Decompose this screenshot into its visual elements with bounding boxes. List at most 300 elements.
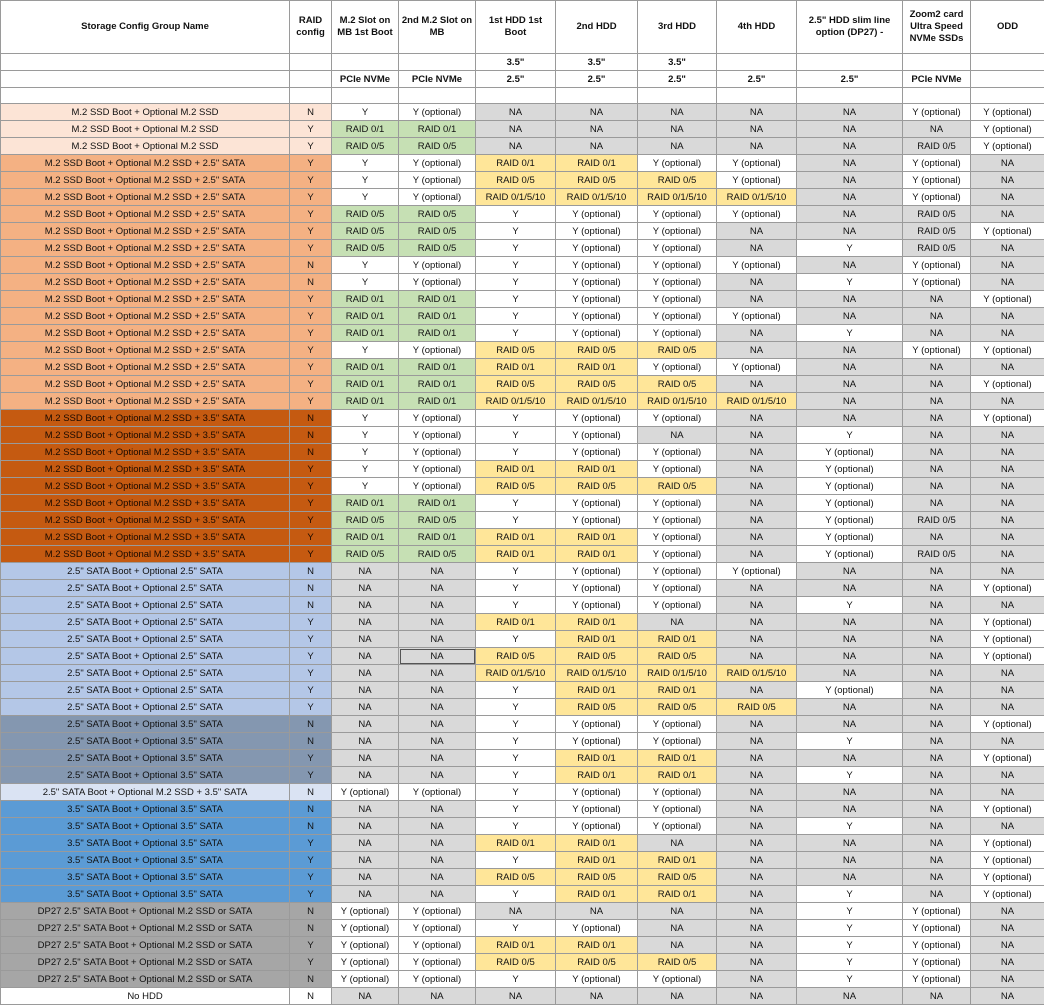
cell-hdd-1[interactable]: Y — [476, 274, 556, 291]
cell-hdd-4[interactable]: NA — [717, 784, 797, 801]
cell-raid-config[interactable]: Y — [290, 495, 332, 512]
cell-hdd-4[interactable]: NA — [717, 274, 797, 291]
cell-hdd-2[interactable]: Y (optional) — [556, 257, 638, 274]
cell-m2-slot-1[interactable]: RAID 0/1 — [332, 529, 399, 546]
subheader-cell-odd[interactable] — [971, 71, 1044, 88]
cell-zoom2[interactable]: Y (optional) — [903, 920, 971, 937]
cell-group-name[interactable]: M.2 SSD Boot + Optional M.2 SSD + 3.5" SATA — [1, 444, 290, 461]
cell-hdd-2[interactable]: RAID 0/5 — [556, 954, 638, 971]
cell-zoom2[interactable]: NA — [903, 648, 971, 665]
cell-slim-line[interactable]: Y — [797, 274, 903, 291]
cell-group-name[interactable]: 2.5" SATA Boot + Optional 2.5" SATA — [1, 614, 290, 631]
subheader-cell-hdd-3[interactable]: 3.5" — [638, 54, 717, 71]
cell-group-name[interactable]: 2.5" SATA Boot + Optional 2.5" SATA — [1, 665, 290, 682]
cell-hdd-2[interactable]: RAID 0/1 — [556, 682, 638, 699]
cell-odd[interactable]: NA — [971, 682, 1044, 699]
cell-hdd-4[interactable]: NA — [717, 886, 797, 903]
cell-m2-slot-1[interactable]: Y — [332, 104, 399, 121]
cell-hdd-4[interactable]: NA — [717, 767, 797, 784]
cell-odd[interactable]: Y (optional) — [971, 852, 1044, 869]
cell-hdd-4[interactable]: NA — [717, 444, 797, 461]
cell-m2-slot-2[interactable]: NA — [399, 767, 476, 784]
cell-m2-slot-2[interactable]: Y (optional) — [399, 937, 476, 954]
cell-m2-slot-1[interactable]: Y — [332, 410, 399, 427]
cell-hdd-2[interactable]: Y (optional) — [556, 325, 638, 342]
cell-slim-line[interactable]: NA — [797, 257, 903, 274]
cell-hdd-2[interactable]: NA — [556, 121, 638, 138]
cell-hdd-4[interactable]: NA — [717, 325, 797, 342]
cell-m2-slot-1[interactable]: NA — [332, 869, 399, 886]
cell-m2-slot-2[interactable]: Y (optional) — [399, 274, 476, 291]
cell-raid-config[interactable]: Y — [290, 546, 332, 563]
cell-slim-line[interactable]: Y — [797, 971, 903, 988]
subheader-cell-odd[interactable] — [971, 54, 1044, 71]
cell-hdd-4[interactable]: NA — [717, 291, 797, 308]
cell-hdd-4[interactable]: RAID 0/1/5/10 — [717, 393, 797, 410]
cell-raid-config[interactable]: N — [290, 597, 332, 614]
cell-hdd-1[interactable]: NA — [476, 104, 556, 121]
cell-hdd-4[interactable]: NA — [717, 104, 797, 121]
cell-slim-line[interactable]: NA — [797, 393, 903, 410]
cell-slim-line[interactable]: NA — [797, 410, 903, 427]
cell-group-name[interactable]: 2.5" SATA Boot + Optional 3.5" SATA — [1, 750, 290, 767]
cell-hdd-4[interactable]: NA — [717, 920, 797, 937]
cell-hdd-1[interactable]: Y — [476, 223, 556, 240]
cell-hdd-3[interactable]: Y (optional) — [638, 784, 717, 801]
cell-hdd-3[interactable]: Y (optional) — [638, 223, 717, 240]
cell-hdd-1[interactable]: RAID 0/5 — [476, 869, 556, 886]
cell-m2-slot-2[interactable]: RAID 0/5 — [399, 512, 476, 529]
cell-m2-slot-2[interactable]: NA — [399, 818, 476, 835]
cell-raid-config[interactable]: N — [290, 274, 332, 291]
cell-m2-slot-2[interactable]: NA — [399, 631, 476, 648]
subheader-cell-zoom2[interactable]: PCIe NVMe — [903, 71, 971, 88]
cell-hdd-3[interactable]: RAID 0/1/5/10 — [638, 665, 717, 682]
cell-group-name[interactable]: M.2 SSD Boot + Optional M.2 SSD + 2.5" SATA — [1, 274, 290, 291]
cell-hdd-4[interactable]: NA — [717, 852, 797, 869]
subheader-cell-hdd-1[interactable]: 3.5" — [476, 54, 556, 71]
cell-hdd-1[interactable]: Y — [476, 767, 556, 784]
cell-hdd-1[interactable]: RAID 0/1/5/10 — [476, 393, 556, 410]
cell-zoom2[interactable]: NA — [903, 563, 971, 580]
cell-m2-slot-2[interactable]: NA — [399, 835, 476, 852]
cell-zoom2[interactable]: NA — [903, 631, 971, 648]
cell-m2-slot-1[interactable]: RAID 0/1 — [332, 359, 399, 376]
cell-group-name[interactable]: No HDD — [1, 988, 290, 1005]
cell-hdd-1[interactable]: Y — [476, 801, 556, 818]
cell-zoom2[interactable]: Y (optional) — [903, 155, 971, 172]
cell-raid-config[interactable]: N — [290, 410, 332, 427]
cell-slim-line[interactable]: NA — [797, 359, 903, 376]
cell-hdd-4[interactable]: NA — [717, 631, 797, 648]
cell-m2-slot-1[interactable]: Y — [332, 155, 399, 172]
col-header-raid-config[interactable]: RAID config — [290, 1, 332, 54]
cell-slim-line[interactable]: Y (optional) — [797, 495, 903, 512]
cell-group-name[interactable]: M.2 SSD Boot + Optional M.2 SSD + 2.5" SATA — [1, 257, 290, 274]
cell-group-name[interactable]: M.2 SSD Boot + Optional M.2 SSD — [1, 138, 290, 155]
cell-hdd-3[interactable]: NA — [638, 988, 717, 1005]
cell-group-name[interactable]: 3.5" SATA Boot + Optional 3.5" SATA — [1, 801, 290, 818]
cell-m2-slot-1[interactable]: Y — [332, 478, 399, 495]
cell-m2-slot-2[interactable]: Y (optional) — [399, 189, 476, 206]
cell-hdd-1[interactable]: RAID 0/5 — [476, 172, 556, 189]
cell-hdd-3[interactable]: Y (optional) — [638, 563, 717, 580]
cell-odd[interactable]: NA — [971, 988, 1044, 1005]
cell-zoom2[interactable]: NA — [903, 818, 971, 835]
cell-group-name[interactable]: M.2 SSD Boot + Optional M.2 SSD + 3.5" SATA — [1, 461, 290, 478]
cell-raid-config[interactable]: Y — [290, 529, 332, 546]
cell-group-name[interactable]: M.2 SSD Boot + Optional M.2 SSD + 3.5" SATA — [1, 427, 290, 444]
subheader-cell-raid-config[interactable] — [290, 54, 332, 71]
cell-slim-line[interactable]: Y — [797, 733, 903, 750]
cell-zoom2[interactable]: NA — [903, 444, 971, 461]
cell-odd[interactable]: Y (optional) — [971, 886, 1044, 903]
cell-hdd-3[interactable]: RAID 0/5 — [638, 478, 717, 495]
cell-slim-line[interactable]: Y (optional) — [797, 529, 903, 546]
cell-group-name[interactable]: M.2 SSD Boot + Optional M.2 SSD — [1, 104, 290, 121]
cell-hdd-2[interactable]: Y (optional) — [556, 733, 638, 750]
cell-hdd-2[interactable]: RAID 0/5 — [556, 376, 638, 393]
cell-odd[interactable]: NA — [971, 563, 1044, 580]
cell-m2-slot-1[interactable]: NA — [332, 631, 399, 648]
cell-hdd-3[interactable]: RAID 0/5 — [638, 648, 717, 665]
cell-raid-config[interactable]: Y — [290, 308, 332, 325]
cell-hdd-4[interactable]: NA — [717, 478, 797, 495]
cell-hdd-1[interactable]: Y — [476, 716, 556, 733]
cell-odd[interactable]: Y (optional) — [971, 869, 1044, 886]
cell-hdd-1[interactable]: RAID 0/1 — [476, 835, 556, 852]
cell-raid-config[interactable]: Y — [290, 342, 332, 359]
cell-slim-line[interactable]: NA — [797, 869, 903, 886]
cell-m2-slot-1[interactable]: RAID 0/1 — [332, 495, 399, 512]
cell-m2-slot-2[interactable]: RAID 0/1 — [399, 325, 476, 342]
cell-slim-line[interactable]: Y — [797, 903, 903, 920]
cell-hdd-2[interactable]: RAID 0/1 — [556, 155, 638, 172]
cell-m2-slot-1[interactable]: Y — [332, 257, 399, 274]
cell-odd[interactable]: NA — [971, 529, 1044, 546]
cell-slim-line[interactable]: NA — [797, 342, 903, 359]
cell-m2-slot-2[interactable]: NA — [399, 869, 476, 886]
col-header-group-name[interactable]: Storage Config Group Name — [1, 1, 290, 54]
cell-hdd-2[interactable]: RAID 0/1 — [556, 835, 638, 852]
cell-hdd-3[interactable]: RAID 0/1/5/10 — [638, 393, 717, 410]
cell-m2-slot-1[interactable]: NA — [332, 614, 399, 631]
cell-hdd-3[interactable]: Y (optional) — [638, 206, 717, 223]
cell-hdd-2[interactable]: RAID 0/1 — [556, 529, 638, 546]
cell-raid-config[interactable]: Y — [290, 631, 332, 648]
cell-hdd-3[interactable]: NA — [638, 121, 717, 138]
cell-m2-slot-2[interactable]: NA — [399, 886, 476, 903]
cell-hdd-1[interactable]: RAID 0/1 — [476, 461, 556, 478]
cell-hdd-4[interactable]: NA — [717, 954, 797, 971]
cell-hdd-2[interactable]: Y (optional) — [556, 818, 638, 835]
cell-hdd-4[interactable]: NA — [717, 410, 797, 427]
cell-m2-slot-1[interactable]: NA — [332, 597, 399, 614]
cell-hdd-1[interactable]: Y — [476, 495, 556, 512]
subheader-cell-hdd-4[interactable] — [717, 54, 797, 71]
cell-raid-config[interactable]: N — [290, 563, 332, 580]
cell-hdd-1[interactable]: Y — [476, 699, 556, 716]
cell-raid-config[interactable]: Y — [290, 937, 332, 954]
cell-m2-slot-1[interactable]: Y — [332, 461, 399, 478]
cell-hdd-3[interactable]: RAID 0/1 — [638, 886, 717, 903]
cell-hdd-1[interactable]: Y — [476, 563, 556, 580]
cell-hdd-3[interactable]: Y (optional) — [638, 716, 717, 733]
cell-m2-slot-2[interactable]: RAID 0/1 — [399, 393, 476, 410]
cell-zoom2[interactable]: Y (optional) — [903, 954, 971, 971]
cell-m2-slot-2[interactable]: Y (optional) — [399, 444, 476, 461]
cell-m2-slot-1[interactable]: Y — [332, 189, 399, 206]
cell-hdd-2[interactable]: RAID 0/1 — [556, 461, 638, 478]
cell-hdd-3[interactable]: Y (optional) — [638, 597, 717, 614]
cell-slim-line[interactable]: NA — [797, 189, 903, 206]
cell-hdd-1[interactable]: Y — [476, 257, 556, 274]
cell-raid-config[interactable]: Y — [290, 172, 332, 189]
cell-hdd-4[interactable]: Y (optional) — [717, 155, 797, 172]
cell-group-name[interactable]: M.2 SSD Boot + Optional M.2 SSD + 2.5" SATA — [1, 393, 290, 410]
cell-hdd-3[interactable]: Y (optional) — [638, 512, 717, 529]
cell-hdd-2[interactable]: RAID 0/1 — [556, 359, 638, 376]
cell-m2-slot-1[interactable]: NA — [332, 682, 399, 699]
cell-m2-slot-2[interactable]: Y (optional) — [399, 427, 476, 444]
cell-m2-slot-1[interactable]: Y (optional) — [332, 920, 399, 937]
col-header-m2-slot-2[interactable]: 2nd M.2 Slot on MB — [399, 1, 476, 54]
cell-slim-line[interactable]: Y (optional) — [797, 444, 903, 461]
cell-raid-config[interactable]: N — [290, 104, 332, 121]
cell-group-name[interactable]: DP27 2.5" SATA Boot + Optional M.2 SSD or SATA — [1, 954, 290, 971]
cell-m2-slot-1[interactable]: NA — [332, 580, 399, 597]
cell-m2-slot-1[interactable]: RAID 0/5 — [332, 138, 399, 155]
cell-raid-config[interactable]: Y — [290, 376, 332, 393]
cell-group-name[interactable]: M.2 SSD Boot + Optional M.2 SSD + 2.5" SATA — [1, 291, 290, 308]
cell-hdd-1[interactable]: Y — [476, 240, 556, 257]
cell-m2-slot-2[interactable]: RAID 0/1 — [399, 359, 476, 376]
cell-m2-slot-2[interactable]: RAID 0/5 — [399, 240, 476, 257]
cell-zoom2[interactable]: RAID 0/5 — [903, 223, 971, 240]
cell-hdd-3[interactable]: RAID 0/5 — [638, 376, 717, 393]
cell-raid-config[interactable]: N — [290, 716, 332, 733]
subheader-cell-m2-slot-1[interactable]: PCIe NVMe — [332, 71, 399, 88]
cell-odd[interactable]: NA — [971, 699, 1044, 716]
cell-m2-slot-1[interactable]: RAID 0/5 — [332, 223, 399, 240]
cell-zoom2[interactable]: NA — [903, 597, 971, 614]
cell-hdd-2[interactable]: RAID 0/5 — [556, 478, 638, 495]
cell-slim-line[interactable]: Y — [797, 937, 903, 954]
cell-m2-slot-1[interactable]: RAID 0/5 — [332, 546, 399, 563]
cell-odd[interactable]: Y (optional) — [971, 835, 1044, 852]
cell-group-name[interactable]: M.2 SSD Boot + Optional M.2 SSD + 2.5" SATA — [1, 325, 290, 342]
cell-odd[interactable]: Y (optional) — [971, 291, 1044, 308]
cell-odd[interactable]: Y (optional) — [971, 750, 1044, 767]
empty-cell[interactable] — [290, 88, 332, 104]
cell-raid-config[interactable]: N — [290, 257, 332, 274]
cell-hdd-3[interactable]: Y (optional) — [638, 410, 717, 427]
cell-zoom2[interactable]: NA — [903, 393, 971, 410]
cell-slim-line[interactable]: NA — [797, 138, 903, 155]
cell-odd[interactable]: NA — [971, 359, 1044, 376]
cell-m2-slot-2[interactable]: Y (optional) — [399, 104, 476, 121]
cell-odd[interactable]: NA — [971, 546, 1044, 563]
cell-raid-config[interactable]: N — [290, 988, 332, 1005]
cell-odd[interactable]: NA — [971, 495, 1044, 512]
cell-hdd-2[interactable]: RAID 0/1 — [556, 767, 638, 784]
cell-hdd-1[interactable]: Y — [476, 784, 556, 801]
cell-hdd-4[interactable]: NA — [717, 461, 797, 478]
cell-hdd-4[interactable]: NA — [717, 376, 797, 393]
cell-m2-slot-2[interactable]: Y (optional) — [399, 920, 476, 937]
cell-odd[interactable]: NA — [971, 597, 1044, 614]
cell-raid-config[interactable]: Y — [290, 835, 332, 852]
cell-hdd-3[interactable]: Y (optional) — [638, 155, 717, 172]
cell-slim-line[interactable]: Y (optional) — [797, 512, 903, 529]
cell-raid-config[interactable]: Y — [290, 886, 332, 903]
cell-hdd-2[interactable]: Y (optional) — [556, 563, 638, 580]
cell-slim-line[interactable]: NA — [797, 291, 903, 308]
cell-hdd-2[interactable]: RAID 0/1 — [556, 750, 638, 767]
subheader-cell-m2-slot-2[interactable]: PCIe NVMe — [399, 71, 476, 88]
cell-slim-line[interactable]: Y (optional) — [797, 461, 903, 478]
cell-hdd-4[interactable]: NA — [717, 903, 797, 920]
cell-m2-slot-1[interactable]: NA — [332, 886, 399, 903]
cell-m2-slot-2[interactable]: NA — [399, 716, 476, 733]
cell-m2-slot-2[interactable]: Y (optional) — [399, 410, 476, 427]
cell-slim-line[interactable]: NA — [797, 750, 903, 767]
cell-hdd-4[interactable]: NA — [717, 223, 797, 240]
cell-hdd-1[interactable]: Y — [476, 852, 556, 869]
cell-group-name[interactable]: M.2 SSD Boot + Optional M.2 SSD + 3.5" SATA — [1, 546, 290, 563]
cell-hdd-3[interactable]: NA — [638, 937, 717, 954]
cell-m2-slot-2[interactable]: Y (optional) — [399, 784, 476, 801]
cell-hdd-3[interactable]: Y (optional) — [638, 818, 717, 835]
cell-odd[interactable]: NA — [971, 257, 1044, 274]
cell-hdd-1[interactable]: Y — [476, 682, 556, 699]
cell-slim-line[interactable]: NA — [797, 104, 903, 121]
cell-zoom2[interactable]: NA — [903, 801, 971, 818]
cell-m2-slot-1[interactable]: RAID 0/1 — [332, 325, 399, 342]
cell-hdd-4[interactable]: RAID 0/1/5/10 — [717, 665, 797, 682]
cell-group-name[interactable]: M.2 SSD Boot + Optional M.2 SSD + 2.5" SATA — [1, 240, 290, 257]
cell-hdd-2[interactable]: RAID 0/1 — [556, 631, 638, 648]
subheader-cell-group-name[interactable] — [1, 71, 290, 88]
cell-hdd-2[interactable]: NA — [556, 138, 638, 155]
cell-hdd-2[interactable]: RAID 0/1 — [556, 614, 638, 631]
cell-slim-line[interactable]: Y — [797, 954, 903, 971]
cell-hdd-1[interactable]: Y — [476, 886, 556, 903]
cell-raid-config[interactable]: Y — [290, 750, 332, 767]
cell-zoom2[interactable]: NA — [903, 665, 971, 682]
cell-odd[interactable]: NA — [971, 784, 1044, 801]
cell-slim-line[interactable]: NA — [797, 223, 903, 240]
cell-zoom2[interactable]: Y (optional) — [903, 274, 971, 291]
cell-zoom2[interactable]: NA — [903, 495, 971, 512]
cell-slim-line[interactable]: NA — [797, 699, 903, 716]
cell-hdd-2[interactable]: Y (optional) — [556, 920, 638, 937]
cell-raid-config[interactable]: Y — [290, 767, 332, 784]
cell-slim-line[interactable]: Y (optional) — [797, 546, 903, 563]
cell-hdd-2[interactable]: Y (optional) — [556, 801, 638, 818]
cell-raid-config[interactable]: Y — [290, 138, 332, 155]
cell-odd[interactable]: NA — [971, 461, 1044, 478]
cell-group-name[interactable]: 2.5" SATA Boot + Optional 2.5" SATA — [1, 563, 290, 580]
cell-m2-slot-2[interactable]: NA — [399, 801, 476, 818]
cell-group-name[interactable]: 3.5" SATA Boot + Optional 3.5" SATA — [1, 852, 290, 869]
cell-group-name[interactable]: 3.5" SATA Boot + Optional 3.5" SATA — [1, 818, 290, 835]
cell-group-name[interactable]: 2.5" SATA Boot + Optional 2.5" SATA — [1, 699, 290, 716]
cell-hdd-2[interactable]: Y (optional) — [556, 240, 638, 257]
cell-hdd-3[interactable]: Y (optional) — [638, 461, 717, 478]
cell-hdd-2[interactable]: Y (optional) — [556, 580, 638, 597]
cell-slim-line[interactable]: NA — [797, 835, 903, 852]
cell-m2-slot-1[interactable]: NA — [332, 988, 399, 1005]
cell-hdd-2[interactable]: RAID 0/1 — [556, 852, 638, 869]
cell-hdd-3[interactable]: RAID 0/5 — [638, 342, 717, 359]
cell-hdd-2[interactable]: RAID 0/5 — [556, 342, 638, 359]
cell-odd[interactable]: Y (optional) — [971, 410, 1044, 427]
cell-raid-config[interactable]: N — [290, 784, 332, 801]
cell-zoom2[interactable]: NA — [903, 359, 971, 376]
cell-zoom2[interactable]: NA — [903, 784, 971, 801]
subheader-cell-raid-config[interactable] — [290, 71, 332, 88]
cell-m2-slot-2[interactable]: NA — [399, 614, 476, 631]
cell-zoom2[interactable]: RAID 0/5 — [903, 546, 971, 563]
cell-slim-line[interactable]: Y — [797, 886, 903, 903]
cell-hdd-2[interactable]: Y (optional) — [556, 444, 638, 461]
cell-hdd-2[interactable]: RAID 0/5 — [556, 869, 638, 886]
cell-m2-slot-1[interactable]: RAID 0/1 — [332, 308, 399, 325]
cell-hdd-3[interactable]: RAID 0/1 — [638, 852, 717, 869]
cell-m2-slot-1[interactable]: RAID 0/1 — [332, 376, 399, 393]
subheader-cell-zoom2[interactable] — [903, 54, 971, 71]
cell-slim-line[interactable]: Y — [797, 427, 903, 444]
cell-group-name[interactable]: M.2 SSD Boot + Optional M.2 SSD + 2.5" SATA — [1, 223, 290, 240]
cell-hdd-4[interactable]: NA — [717, 495, 797, 512]
cell-zoom2[interactable]: Y (optional) — [903, 189, 971, 206]
cell-hdd-4[interactable]: NA — [717, 869, 797, 886]
cell-hdd-1[interactable]: RAID 0/5 — [476, 376, 556, 393]
cell-zoom2[interactable]: NA — [903, 580, 971, 597]
cell-odd[interactable]: NA — [971, 427, 1044, 444]
cell-odd[interactable]: NA — [971, 393, 1044, 410]
cell-hdd-3[interactable]: NA — [638, 104, 717, 121]
cell-odd[interactable]: Y (optional) — [971, 121, 1044, 138]
cell-hdd-3[interactable]: Y (optional) — [638, 529, 717, 546]
cell-hdd-3[interactable]: NA — [638, 614, 717, 631]
cell-m2-slot-1[interactable]: RAID 0/1 — [332, 291, 399, 308]
cell-hdd-2[interactable]: RAID 0/5 — [556, 699, 638, 716]
cell-hdd-1[interactable]: Y — [476, 308, 556, 325]
cell-m2-slot-2[interactable]: NA — [399, 750, 476, 767]
cell-zoom2[interactable]: RAID 0/5 — [903, 206, 971, 223]
cell-zoom2[interactable]: RAID 0/5 — [903, 512, 971, 529]
cell-raid-config[interactable]: Y — [290, 954, 332, 971]
cell-group-name[interactable]: 3.5" SATA Boot + Optional 3.5" SATA — [1, 869, 290, 886]
cell-zoom2[interactable]: RAID 0/5 — [903, 240, 971, 257]
cell-hdd-3[interactable]: Y (optional) — [638, 546, 717, 563]
cell-slim-line[interactable]: NA — [797, 172, 903, 189]
cell-hdd-4[interactable]: NA — [717, 801, 797, 818]
cell-slim-line[interactable]: NA — [797, 614, 903, 631]
cell-hdd-1[interactable]: RAID 0/5 — [476, 478, 556, 495]
cell-odd[interactable]: NA — [971, 155, 1044, 172]
cell-m2-slot-1[interactable]: NA — [332, 699, 399, 716]
cell-odd[interactable]: Y (optional) — [971, 801, 1044, 818]
cell-hdd-2[interactable]: RAID 0/1 — [556, 937, 638, 954]
cell-hdd-4[interactable]: NA — [717, 835, 797, 852]
cell-raid-config[interactable]: Y — [290, 325, 332, 342]
cell-zoom2[interactable]: NA — [903, 750, 971, 767]
cell-m2-slot-1[interactable]: Y — [332, 427, 399, 444]
cell-group-name[interactable]: 2.5" SATA Boot + Optional 2.5" SATA — [1, 580, 290, 597]
